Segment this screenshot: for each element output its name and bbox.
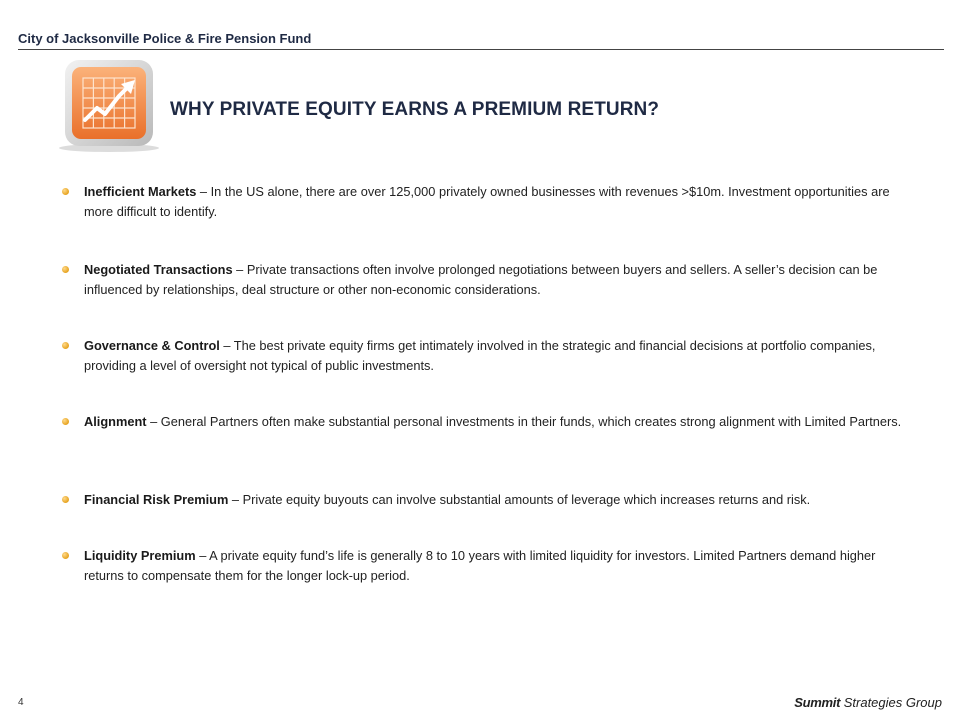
bullet-term: Financial Risk Premium (84, 492, 229, 507)
bullet-icon (62, 188, 69, 195)
brand-logo (794, 695, 942, 710)
header-rule (18, 49, 944, 50)
bullet-icon (62, 418, 69, 425)
growth-chart-icon (55, 58, 163, 154)
list-item (62, 182, 912, 222)
bullet-text: – In the US alone, there are over 125,000 privately owned businesses with revenues >$10m. Investment opportunities are more difficult to identify. (84, 184, 890, 219)
bullet-term: Liquidity Premium (84, 548, 196, 563)
page-number: 4 (18, 697, 24, 708)
org-title: City of Jacksonville Police & Fire Pension Fund (18, 31, 312, 46)
bullet-icon (62, 266, 69, 273)
bullet-term: Negotiated Transactions (84, 262, 233, 277)
bullet-text: – General Partners often make substantial personal investments in their funds, which creates strong alignment with Limited Partners. (146, 414, 902, 429)
bullet-term: Governance & Control (84, 338, 220, 353)
bullet-icon (62, 496, 69, 503)
bullet-text: – A private equity fund’s life is generally 8 to 10 years with limited liquidity for investors. Limited Partners demand higher returns to compensate them for the longer lock-up period. (84, 548, 876, 583)
list-item (62, 336, 912, 376)
bullet-term: Alignment (84, 414, 147, 429)
brand-name-rest: Strategies Group (840, 695, 942, 710)
bullet-text: – The best private equity firms get intimately involved in the strategic and financial decisions at portfolio companies, providing a level of oversight not typical of public investments. (84, 338, 876, 373)
list-item (62, 546, 912, 586)
brand-name-bold: Summit (794, 695, 841, 710)
bullet-icon (62, 342, 69, 349)
bullet-term: Inefficient Markets (84, 184, 197, 199)
bullet-text: – Private equity buyouts can involve substantial amounts of leverage which increases returns and risk. (228, 492, 811, 507)
list-item (62, 490, 912, 510)
bullet-text: – Private transactions often involve prolonged negotiations between buyers and sellers. A seller’s decision can be influenced by relationships, deal structure or other non-economic considerations. (84, 262, 878, 297)
list-item (62, 412, 912, 432)
bullet-icon (62, 552, 69, 559)
slide-title: WHY PRIVATE EQUITY EARNS A PREMIUM RETURN? (170, 99, 660, 120)
list-item (62, 260, 912, 300)
